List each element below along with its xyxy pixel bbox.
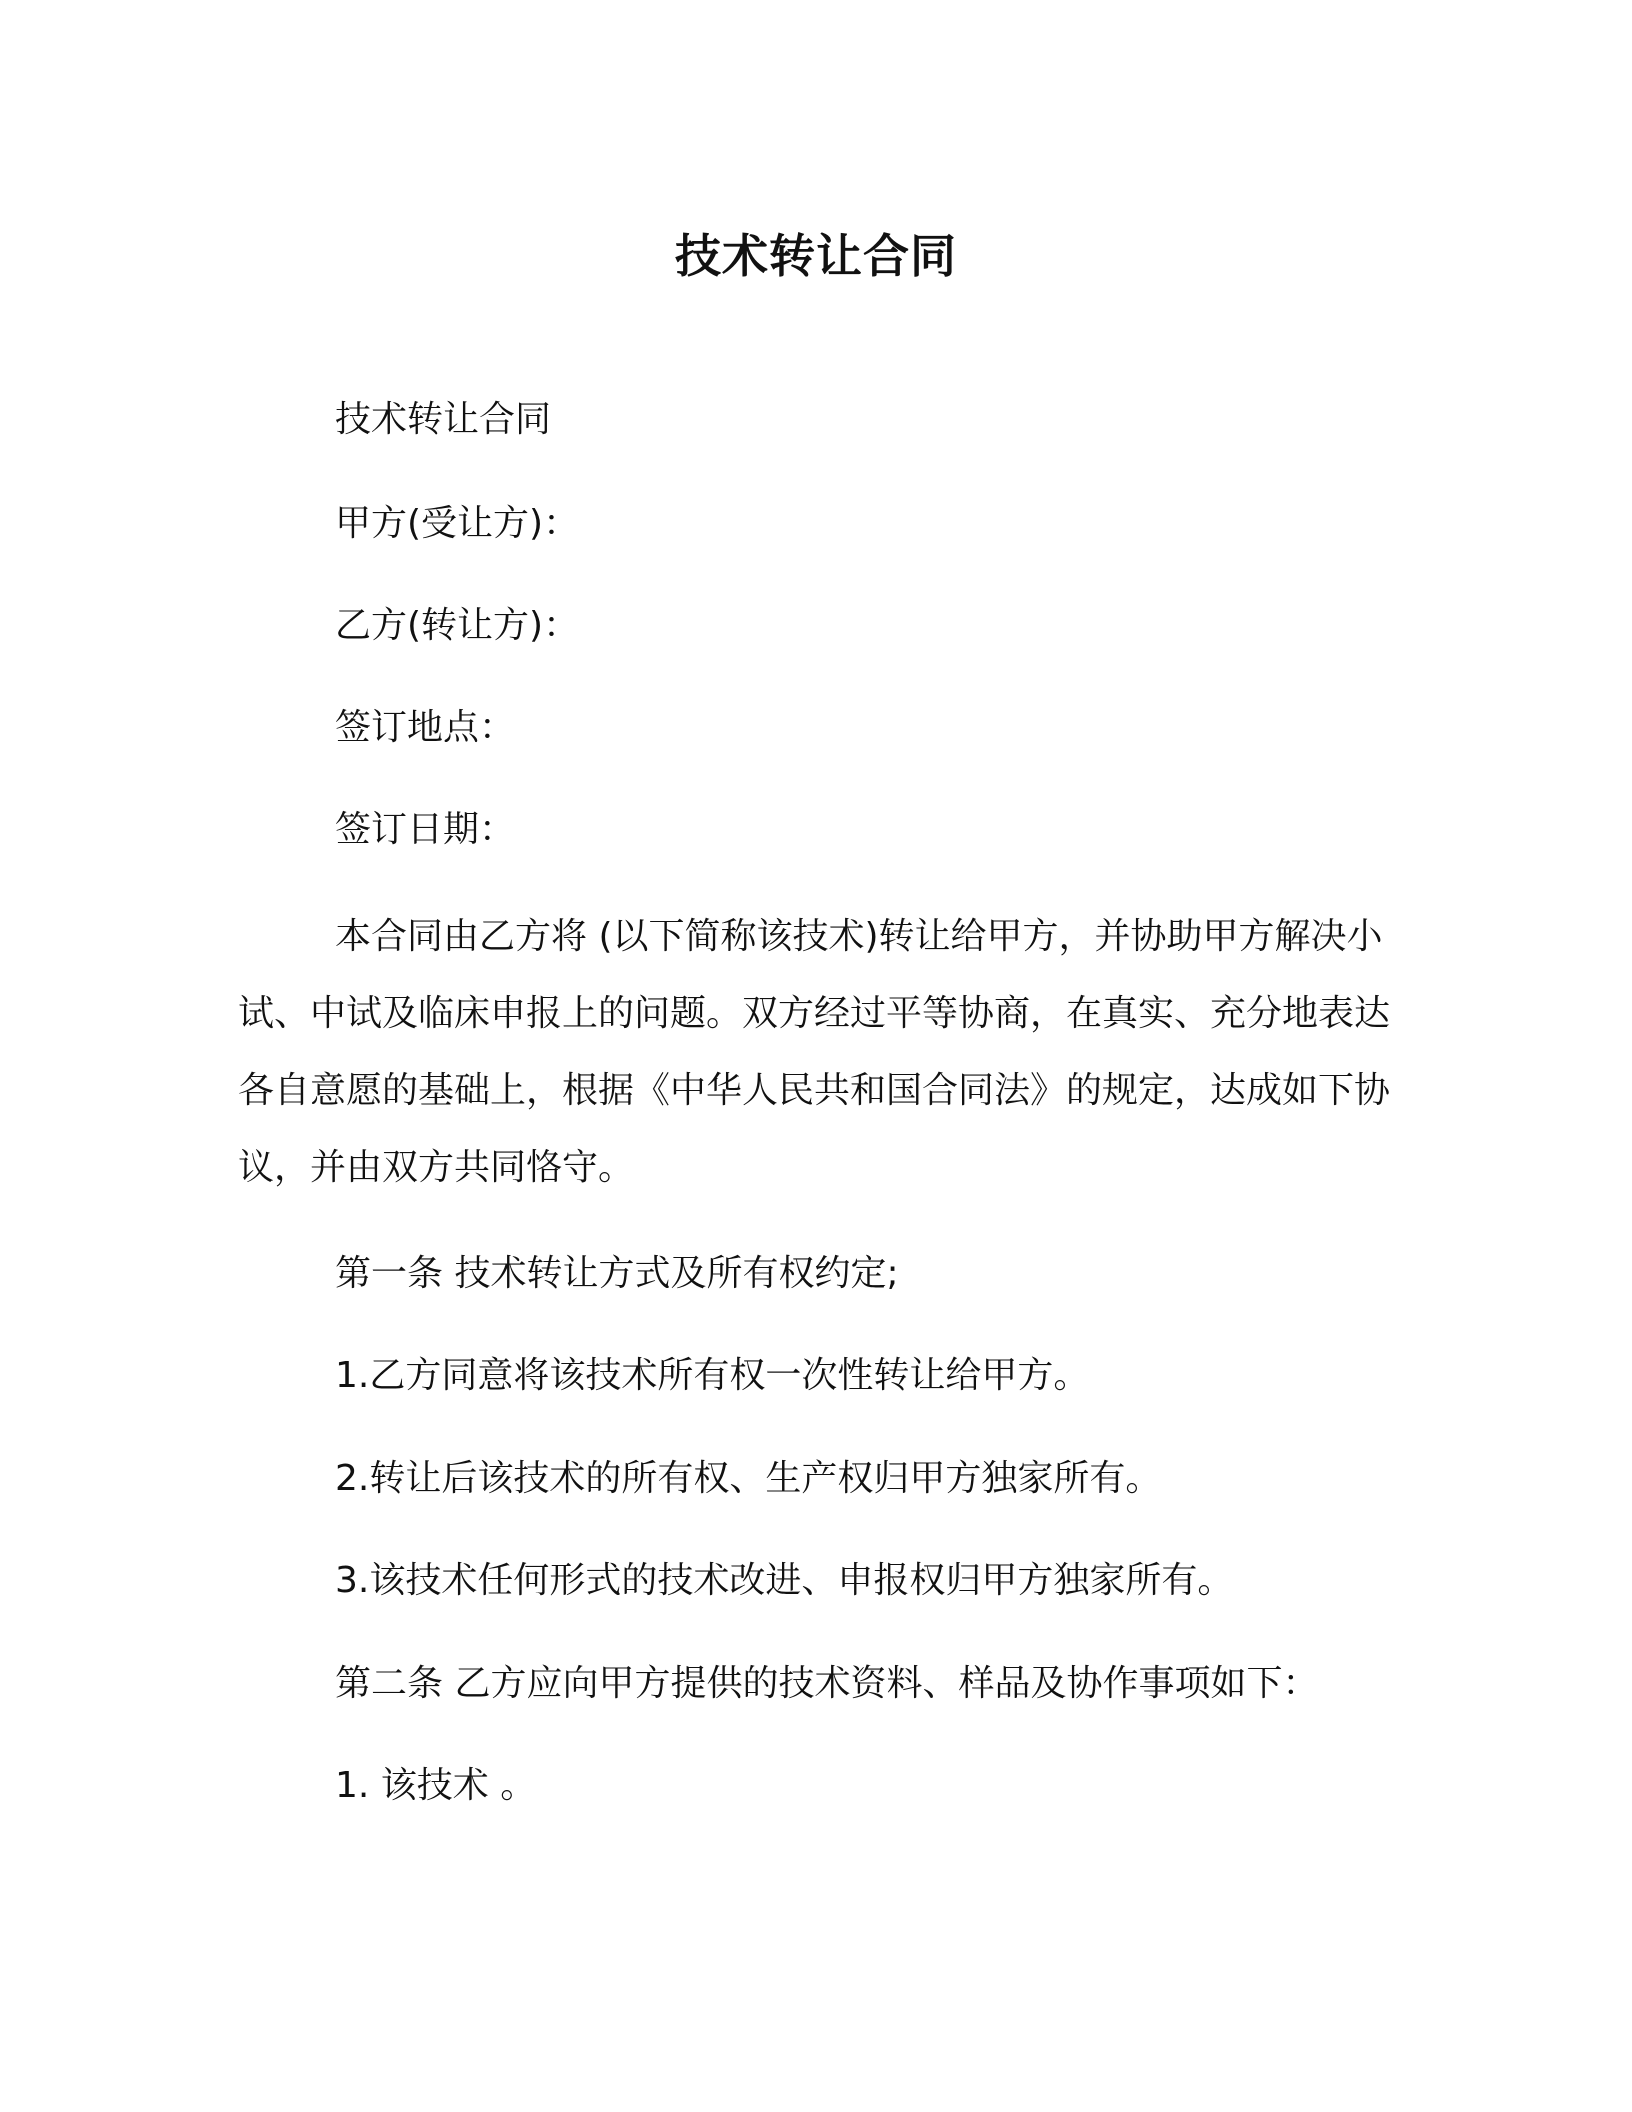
article2-item-1: 1. 该技术 。 [335,1765,537,1806]
article1-item-3: 3.该技术任何形式的技术改进、申报权归甲方独家所有。 [335,1560,1234,1601]
article1-item-2: 2.转让后该技术的所有权、生产权归甲方独家所有。 [335,1458,1162,1499]
article1-item-1: 1.乙方同意将该技术所有权一次性转让给甲方。 [335,1355,1090,1396]
document-title: 技术转让合同 [675,229,957,283]
preamble-paragraph: 本合同由乙方将 (以下简称该技术)转让给甲方，并协助甲方解决小试、中试及临床申报上的问题。双方经过平等协商，在真实、充分地表达各自意愿的基础上，根据《中华人民共和国合同法》的规定，达成如下协议，并由双方共同恪守。 [238,916,1391,1188]
signing-place-label: 签订地点： [335,707,516,748]
article1-heading: 第一条 技术转让方式及所有权约定; [335,1253,899,1294]
party-b-label: 乙方(转让方)： [335,605,580,646]
party-a-label: 甲方(受让方)： [335,503,580,544]
signing-date-label: 签订日期： [335,809,516,850]
contract-subtitle: 技术转让合同 [335,399,552,440]
article2-heading: 第二条 乙方应向甲方提供的技术资料、样品及协作事项如下： [335,1663,1319,1704]
